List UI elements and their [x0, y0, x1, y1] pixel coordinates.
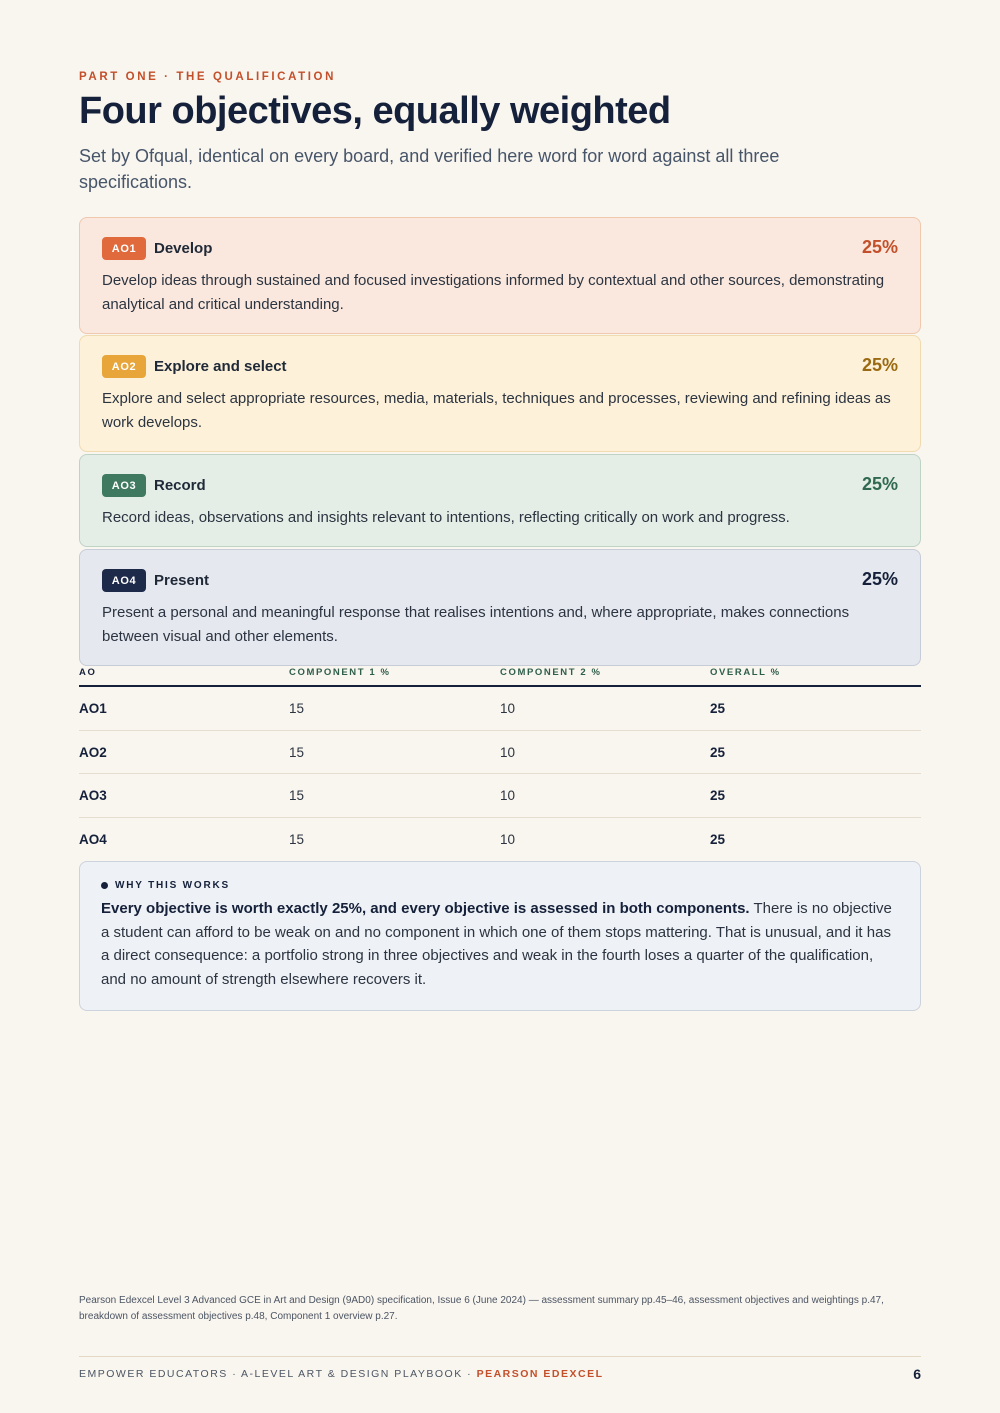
objective-card-ao2 — [79, 335, 921, 452]
ao-code-badge: AO4 — [102, 569, 146, 592]
weightings-table — [79, 667, 921, 861]
ao-code-badge: AO3 — [102, 474, 146, 497]
why-this-works-callout — [79, 861, 921, 1011]
table-row — [79, 774, 921, 818]
ao-description: Record ideas, observations and insights relevant to intentions, reflecting critically on work and progress. — [102, 509, 790, 526]
cell-overall: 25 — [710, 788, 726, 803]
bullet-dot-icon — [101, 882, 108, 889]
callout-label-row — [101, 880, 899, 891]
source-note: Pearson Edexcel Level 3 Advanced GCE in Art and Design (9AD0) specification, Issue 6 (June 2024) — assessment summary pp.45–46, assessment objectives and weightings p.47, breakdown of assessment objectives p.48, Component 1 overview p.27. — [79, 1295, 884, 1322]
cell-component-2: 10 — [500, 701, 516, 716]
page-footer — [79, 1356, 921, 1386]
cell-component-2: 10 — [500, 788, 516, 803]
objective-card-ao4 — [79, 549, 921, 666]
ao-weight: 25% — [861, 237, 898, 257]
footer-text: EMPOWER EDUCATORS · A-LEVEL ART & DESIGN PLAYBOOK · — [79, 1368, 477, 1380]
table-row — [79, 687, 921, 731]
callout-text — [101, 897, 899, 991]
ao-weight: 25% — [861, 355, 898, 375]
ao-name: Develop — [154, 240, 213, 257]
cell-component-1: 15 — [289, 831, 305, 847]
table-header-row — [79, 667, 921, 687]
cell-ao: AO3 — [79, 788, 107, 803]
section-eyebrow: PART ONE · THE QUALIFICATION — [79, 71, 337, 83]
column-header-component-2: COMPONENT 2 % — [500, 667, 602, 678]
callout-label: WHY THIS WORKS — [115, 880, 231, 891]
cell-overall: 25 — [710, 744, 726, 760]
ao-name: Explore and select — [154, 358, 287, 375]
table-row — [79, 731, 921, 775]
ao-description: Develop ideas through sustained and focused investigations informed by contextual and other sources, demonstrating analytical and critical understanding. — [102, 272, 885, 313]
callout-body: There is no objective a student can afford to be weak on and no component in which one of them stops mattering. That is unusual, and it has a direct consequence: a portfolio strong in three objectives and weak in the fourth loses a quarter of the qualification, and no amount of strength elsewhere recovers it. — [101, 900, 892, 988]
ao-weight: 25% — [861, 569, 898, 589]
ao-description: Explore and select appropriate resources, media, materials, techniques and processes, reviewing and refining ideas as work develops. — [102, 390, 891, 431]
footer-brand: PEARSON EDEXCEL — [476, 1368, 604, 1380]
table-row — [79, 818, 921, 862]
column-header-component-1: COMPONENT 1 % — [289, 667, 391, 678]
cell-ao: AO1 — [79, 701, 107, 716]
cell-ao: AO2 — [79, 744, 107, 760]
cell-ao: AO4 — [79, 831, 107, 847]
cell-overall: 25 — [710, 831, 726, 847]
cell-overall: 25 — [710, 701, 726, 716]
cell-component-1: 15 — [289, 788, 305, 803]
ao-weight: 25% — [861, 474, 898, 494]
page-subtitle: Set by Ofqual, identical on every board, and verified here word for word against all three specifications. — [79, 146, 780, 192]
ao-description: Present a personal and meaningful response that realises intentions and, where appropriate, makes connections between visual and other elements. — [102, 604, 850, 645]
objective-card-ao3 — [79, 454, 921, 547]
ao-code-badge: AO2 — [102, 355, 146, 378]
cell-component-1: 15 — [289, 701, 305, 716]
cell-component-1: 15 — [289, 744, 305, 760]
ao-name: Present — [154, 572, 210, 589]
ao-name: Record — [154, 477, 206, 494]
ao-code-badge: AO1 — [102, 237, 146, 260]
callout-lead: Every objective is worth exactly 25%, and every objective is assessed in both components. — [101, 900, 750, 917]
page-number: 6 — [913, 1366, 921, 1382]
cell-component-2: 10 — [500, 831, 516, 847]
footer-credit — [79, 1368, 604, 1380]
page-title: Four objectives, equally weighted — [79, 90, 671, 132]
cell-component-2: 10 — [500, 744, 516, 760]
column-header-ao: AO — [79, 667, 97, 678]
column-header-overall: OVERALL % — [710, 667, 781, 678]
objective-card-ao1 — [79, 217, 921, 334]
